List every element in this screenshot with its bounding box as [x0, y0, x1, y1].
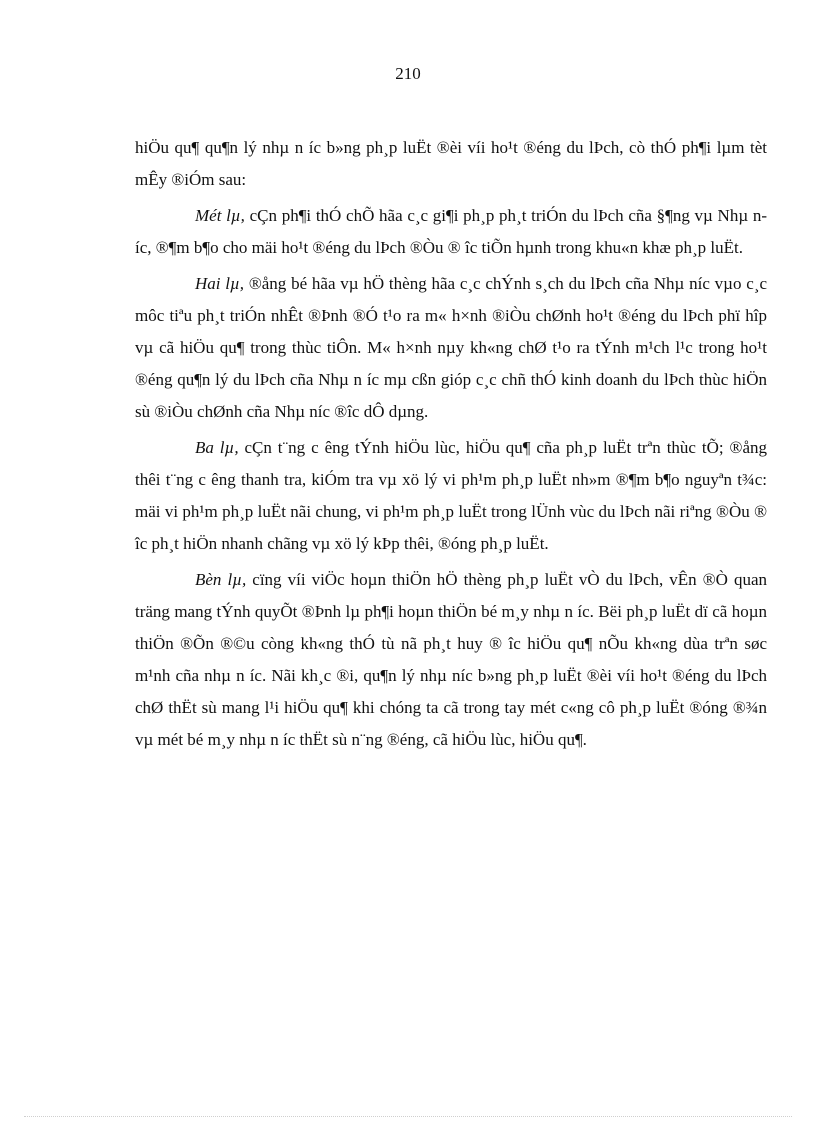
paragraph-text: ®ång bé hãa vµ hÖ thèng hãa c¸c chÝnh s¸ch du lÞch cña Nhµ níc vµo c¸c môc tiªu ph¸t triÓn nhÊt ®Þnh ®Ó t¹o ra m« h×nh ®iÒu chØnh ho¹t ®éng du lÞch phï hîp vµ cã hiÖu qu¶ trong thùc tiÔn. M« h×nh nµy kh«ng chØ t¹o ra tÝnh m¹ch l¹c trong ho¹t ®éng qu¶n lý du lÞch cña Nhµ n íc mµ cßn gióp c¸c chñ thÓ kinh doanh du lÞch thùc hiÖn sù ®iÒu chØnh cña Nhµ níc ®îc dÔ dµng. [135, 274, 767, 421]
paragraph-point-one [135, 200, 767, 264]
paragraph-point-two [135, 268, 767, 428]
page-number: 210 [395, 64, 421, 83]
footer-divider [24, 1116, 792, 1117]
paragraph-point-four [135, 564, 767, 756]
paragraph-lead: Mét lµ, [195, 206, 245, 225]
paragraph-point-three [135, 432, 767, 560]
paragraph-text: cÇn t¨ng c êng tÝnh hiÖu lùc, hiÖu qu¶ cña ph¸p luËt trªn thùc tÕ; ®ång thêi t¨ng c êng thanh tra, kiÓm tra vµ xö lý vi ph¹m ph¸p luËt nh»m ®¶m b¶o nguyªn t¾c: mäi vi ph¹m ph¸p luËt nãi chung, vi ph¹m ph¸p luËt trong lÜnh vùc du lÞch nãi riªng ®Òu ® îc ph¸t hiÖn nhanh chãng vµ xö lý kÞp thêi, ®óng ph¸p luËt. [135, 438, 767, 553]
paragraph-lead: Ba lµ, [195, 438, 239, 457]
paragraph-text: hiÖu qu¶ qu¶n lý nhµ n íc b»ng ph¸p luËt ®èi víi ho¹t ®éng du lÞch, cò thÓ ph¶i lµm tèt mÊy ®iÓm sau: [135, 138, 767, 189]
paragraph-lead: Bèn lµ, [195, 570, 247, 589]
paragraph-intro [135, 132, 767, 196]
paragraph-lead: Hai lµ, [195, 274, 245, 293]
paragraph-text: cïng víi viÖc hoµn thiÖn hÖ thèng ph¸p luËt vÒ du lÞch, vÊn ®Ò quan träng mang tÝnh quyÕt ®Þnh lµ ph¶i hoµn thiÖn bé m¸y nhµ n íc. Bëi ph¸p luËt dï cã hoµn thiÖn ®Õn ®©u còng kh«ng thÓ tù nã ph¸t huy ® îc hiÖu qu¶ nÕu kh«ng dùa trªn søc m¹nh cña nhµ n íc. Nãi kh¸c ®i, qu¶n lý nhµ níc b»ng ph¸p luËt ®èi víi ho¹t ®éng du lÞch chØ thËt sù mang l¹i hiÖu qu¶ khi chóng ta cã trong tay mét c«ng cô ph¸p luËt ®óng ®¾n vµ mét bé m¸y nhµ n íc thËt sù n¨ng ®éng, cã hiÖu lùc, hiÖu qu¶. [135, 570, 767, 749]
paragraph-text: cÇn ph¶i thÓ chÕ hãa c¸c gi¶i ph¸p ph¸t triÓn du lÞch cña §¶ng vµ Nhµ níc, ®¶m b¶o cho mäi ho¹t ®éng du lÞch ®Òu ® îc tiÕn hµnh trong khu«n khæ ph¸p luËt. [135, 206, 767, 257]
body-text [135, 132, 767, 756]
